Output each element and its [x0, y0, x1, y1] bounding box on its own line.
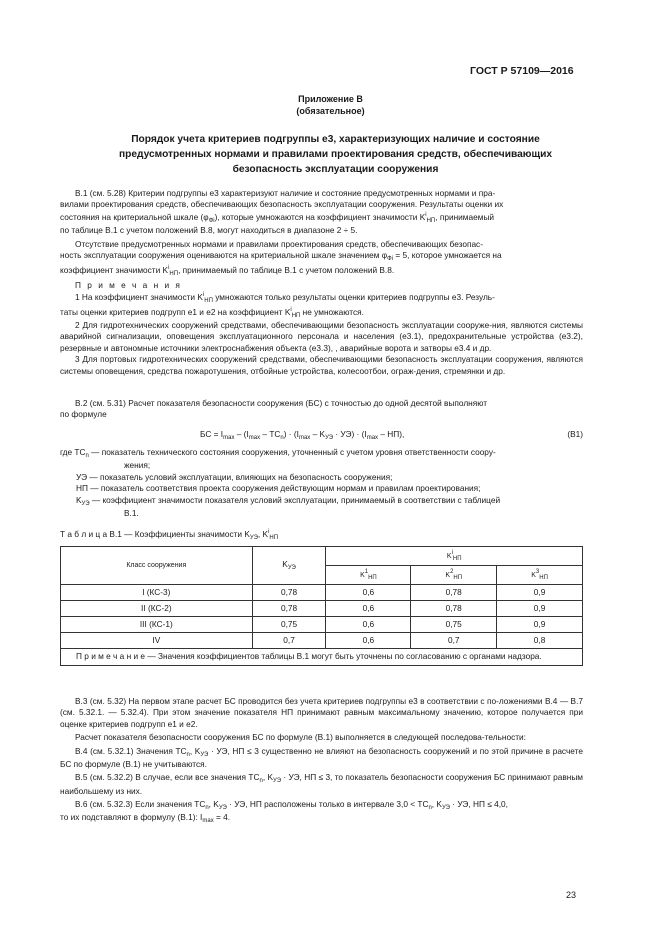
header-k3: K3НП — [497, 566, 583, 585]
paragraph-b2 — [60, 398, 583, 421]
note-3: 3 Для портовых гидротехнических сооружений средствами, обеспечивающими безопасность эксплуатации сооружения, являются системы оповещения, средства пожаротушения, отбойные устройства, колесоотбои, ограж-дения, стремянки и др. — [60, 354, 583, 376]
text: В.1 (см. 5.28) Критерии подгруппы е3 характеризуют наличие и состояние предусмотренных нормами и пра- — [75, 188, 496, 198]
text: по таблице В.1 с учетом положений В.8, могут находиться в диапазоне 2 ÷ 5. — [60, 225, 358, 236]
text: состояния на критериальной шкале (φ — [60, 211, 209, 222]
table-row: I (КС-3) 0,78 0,6 0,78 0,9 — [61, 585, 583, 601]
title-line: Порядок учета критериев подгруппы е3, характеризующих наличие и состояние — [131, 134, 540, 145]
subscript: Фi — [387, 256, 394, 263]
text: В.2 (см. 5.31) Расчет показателя безопасности сооружения (БС) с точностью до одной десятой выполняют — [75, 398, 488, 408]
header-kue: $K_{УЭ}$ — [252, 547, 326, 585]
header-knp: KiНП — [326, 547, 583, 566]
header-k1: K1НП — [326, 566, 411, 585]
text: , принимаемый — [435, 211, 495, 222]
text: Расчет показателя безопасности сооружения БС по формуле (В.1) выполняется в следующей последова-тельности: — [75, 732, 526, 743]
superscript: i — [425, 211, 427, 218]
text: = 5, которое умножается на — [393, 250, 502, 261]
table-note: П р и м е ч а н и е — Значения коэффициентов таблицы В.1 могут быть уточнены по согласованию с органами надзора. — [61, 649, 583, 666]
table-row: II (КС-2) 0,78 0,6 0,78 0,9 — [61, 601, 583, 617]
text: , принимаемый по таблице В.1 с учетом положений В.8. — [178, 264, 395, 275]
standard-number: ГОСТ Р 57109—2016 — [470, 65, 574, 77]
appendix-label: Приложение В — [298, 94, 363, 104]
text: таты оценки критериев подгрупп е1 и е2 на коэффициент K — [60, 306, 291, 317]
formula-number: (В1) — [567, 429, 583, 439]
paragraph-b4: В.4 (см. 5.32.1) Значения $ТС_n$, $K_{УЭ}$ · УЭ, НП ≤ 3 существенно не влияют на безопасность сооружений и по этой причине в расчете БС по формуле (В.1) не учитываются. — [60, 745, 583, 770]
title-line: предусмотренных нормами и правилами проектирования средств, обеспечивающих — [118, 148, 553, 160]
page-number: 23 — [566, 890, 577, 900]
paragraph-b3 — [60, 696, 583, 826]
table-row: IV 0,7 0,6 0,7 0,8 — [61, 633, 583, 649]
title-line: безопасность эксплуатации сооружения — [232, 163, 439, 175]
legend-item: УЭ — показатель условий эксплуатации, влияющих на безопасность сооружения; — [76, 471, 393, 482]
text: ность эксплуатации сооружения оцениваются на критериальной шкале значением φ — [60, 250, 388, 261]
subscript: НП — [169, 270, 179, 277]
coefficients-table — [60, 546, 583, 666]
text: не умножаются. — [300, 306, 364, 317]
notes-block — [60, 280, 583, 377]
formula-legend: где $ТС_n$ — показатель технического состояния сооружения, уточненный с учетом уровня ответственности соору- жения; УЭ — показатель условий эксплуатации, влияющих на безопасность сооружения; НП — показатель соответствия проекта сооружения действующим нормам и правилам проектирования; $K_{УЭ}$ — коэффициент значимости показателя условий эксплуатации, принимаемый в соответствии с таблицей В.1. — [60, 447, 583, 519]
text: Отсутствие предусмотренных нормами и правилами проектирования средств, обеспечивающих безопас- — [75, 239, 483, 249]
text: ), которые умножаются на коэффициент значимости K — [214, 211, 426, 222]
text: умножаются только результаты оценки критериев подгруппы е3. Резуль- — [212, 292, 495, 303]
superscript: i — [202, 292, 205, 299]
legend-item: НП — показатель соответствия проекта сооружения действующим нормам и правилам проектирования; — [76, 483, 481, 494]
header-k2: K2НП — [411, 566, 497, 585]
paragraph-b6: В.6 (см. 5.32.3) Если значения $ТС_n$, $K_{УЭ}$ · УЭ, НП расположены только в интервале $3,0 < ТС_n$, $K_{УЭ}$ · УЭ, НП ≤ 4,0, то их подставляют в формулу (В.1): $I_{max} = 4$. — [60, 799, 508, 825]
formula-b1 — [60, 429, 583, 443]
paragraph-b5: В.5 (см. 5.32.2) В случае, если все значения $ТС_n$, $K_{УЭ}$ · УЭ, НП ≤ 3, то показатель безопасности сооружения БС принимают равным наибольшему из них. — [60, 772, 583, 796]
notes-heading: П р и м е ч а н и я — [75, 280, 182, 290]
text: коэффициент значимости K — [60, 264, 169, 275]
subscript: НП — [426, 217, 436, 224]
formula-expression: БС = $I_{max} - (I_{max} - ТС_n) \cdot (I_{max} - K_{УЭ} \cdot УЭ) \cdot (I_{max} - НП)$, — [200, 429, 405, 441]
paragraph-absence — [60, 239, 583, 278]
appendix-title — [70, 133, 601, 177]
header-class: Класс сооружения — [61, 547, 253, 585]
appendix-status: (обязательное) — [296, 106, 365, 116]
superscript: i — [290, 306, 292, 313]
text: вилами проектирования средств, обеспечивающих безопасность эксплуатации сооружения. Результаты оценки их — [60, 199, 504, 210]
subscript: Фi — [208, 217, 215, 224]
table-row: III (КС-1) 0,75 0,6 0,75 0,9 — [61, 617, 583, 633]
text: по формуле — [60, 409, 107, 420]
text: В.3 (см. 5.32) На первом этапе расчет БС проводится без учета критериев подгруппы е3 в соответствии с по-ложениями В.4 — В.7 (см. 5.32.1. — 5.32.4). При этом значение показателя НП принимают равным максимальному значению, которое получается при оценке критериев подгрупп е1 и е2. — [60, 696, 583, 729]
subscript: НП — [204, 298, 213, 305]
subscript: НП — [291, 312, 301, 319]
note-2: 2 Для гидротехнических сооружений средствами, обеспечивающими безопасность эксплуатации сооруже-ния, являются системы аварийной сигнализации, оповещения эксплуатационного персонала и населения (е3.1), предохранительные устройства (е3.2), резервные и автономные источники электроснабжения объекта (е3.3), , аварийные ворота и затворы е3.4 и др. — [60, 319, 583, 353]
text: 1 На коэффициент значимости K — [75, 292, 203, 303]
superscript: i — [168, 264, 170, 271]
paragraph-b1 — [60, 188, 583, 237]
table-caption: Т а б л и ц а В.1 — Коэффициенты значимости $K_{УЭ}$, $K^i_{НП}$ — [60, 529, 279, 541]
